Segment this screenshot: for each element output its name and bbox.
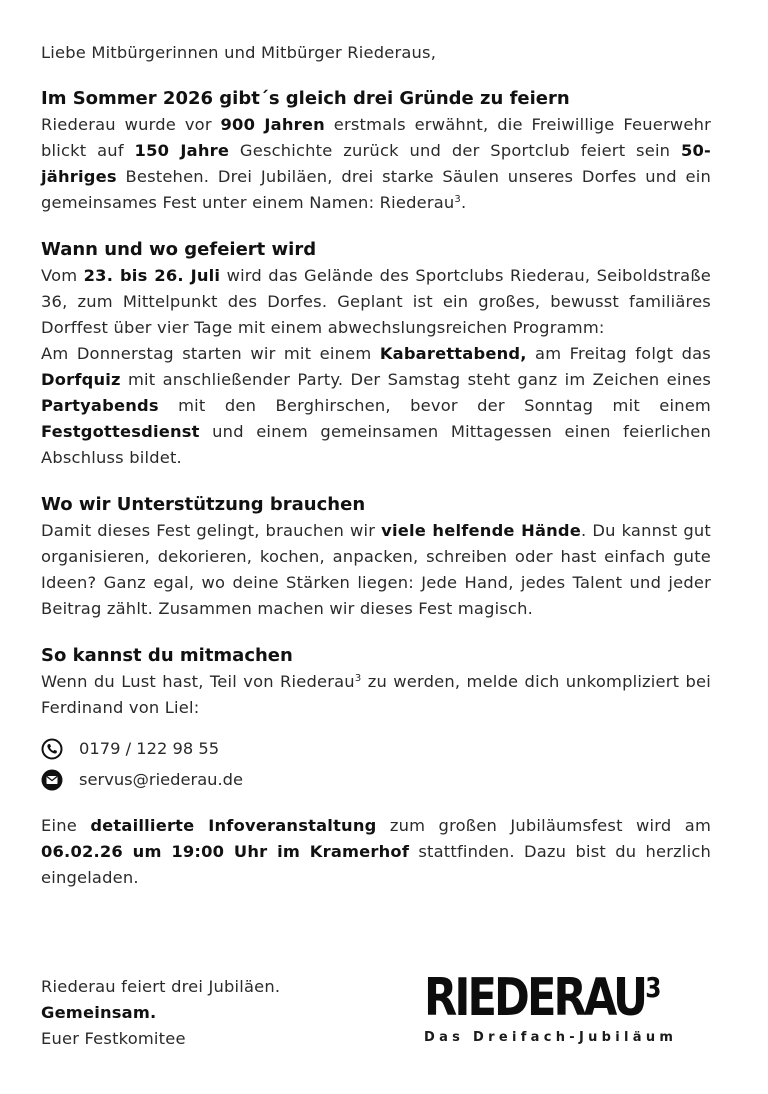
when-text-2: Am Donnerstag starten wir mit einem Kabarettabend, am Freitag folgt das Dorfquiz mit anschließender Party. Der Samstag steht ganz im Zeichen eines Partyabends mit den Berghirschen, bevor der Sonntag mit einem Festgottesdienst und einem gemeinsamen Mittagessen einen feierlichen Abschluss bildet. (41, 344, 711, 467)
contact-phone[interactable] (41, 733, 711, 764)
support-text: Damit dieses Fest gelingt, brauchen wir viele helfende Hände. Du kannst gut organisieren, dekorieren, kochen, anpacken, schreiben oder hast einfach gute Ideen? Ganz egal, wo deine Stärken liegen: Jede Hand, jedes Talent und jeder Beitrag zählt. Zusammen machen wir dieses Fest magisch. (41, 521, 712, 618)
footer-line-1: Riederau feiert drei Jubiläen. (41, 977, 281, 996)
intro-text: Riederau wurde vor 900 Jahren erstmals erwähnt, die Freiwillige Feuerwehr blickt auf 150 Jahre Geschichte zurück und der Sportclub feiert sein 50-jähriges Bestehen. Drei Jubiläen, drei starke Säulen unseres Dorfes und ein gemeinsames Fest unter einem Namen: Riederau$^3$. (41, 115, 711, 212)
signature-block (41, 974, 341, 1052)
join-text: Wenn du Lust hast, Teil von Riederau$^3$ zu werden, melde dich unkompliziert bei Ferdinand von Liel: (41, 672, 711, 717)
section-intro (41, 86, 711, 216)
section-support (41, 492, 711, 622)
heading-join: So kannst du mitmachen (41, 645, 293, 666)
section-when (41, 237, 711, 471)
mail-icon (41, 769, 63, 791)
contact-email[interactable] (41, 764, 711, 795)
contact-list (41, 733, 711, 795)
section-join (41, 643, 711, 721)
heading-intro: Im Sommer 2026 gibt´s gleich drei Gründe zu feiern (41, 88, 570, 109)
footer-line-3: Euer Festkomitee (41, 1029, 186, 1048)
phone-icon (41, 738, 63, 760)
greeting: Liebe Mitbürgerinnen und Mitbürger Riederaus, (41, 43, 437, 62)
when-text-1: Vom 23. bis 26. Juli wird das Gelände des Sportclubs Riederau, Seiboldstraße 36, zum Mittelpunkt des Dorfes. Geplant ist ein großes, bewusst familiäres Dorffest über vier Tage mit einem abwechslungsreichen Programm: (41, 266, 712, 337)
phone-number[interactable]: 0179 / 122 98 55 (79, 738, 220, 758)
heading-support: Wo wir Unterstützung brauchen (41, 494, 366, 515)
letter-body (41, 40, 711, 891)
email-address[interactable]: servus@riederau.de (79, 769, 244, 789)
info-text: Eine detaillierte Infoveranstaltung zum großen Jubiläumsfest wird am 06.02.26 um 19:00 Uhr im Kramerhof stattfinden. Dazu bist du herzlich eingeladen. (41, 816, 711, 887)
heading-when: Wann und wo gefeiert wird (41, 239, 317, 260)
logo-wordmark: RIEDERAU$^3$ (424, 968, 662, 1028)
riederau-logo (424, 970, 724, 1045)
footer-line-2: Gemeinsam. (41, 1003, 157, 1022)
logo-tagline: Das Dreifach-Jubiläum (424, 1030, 678, 1045)
